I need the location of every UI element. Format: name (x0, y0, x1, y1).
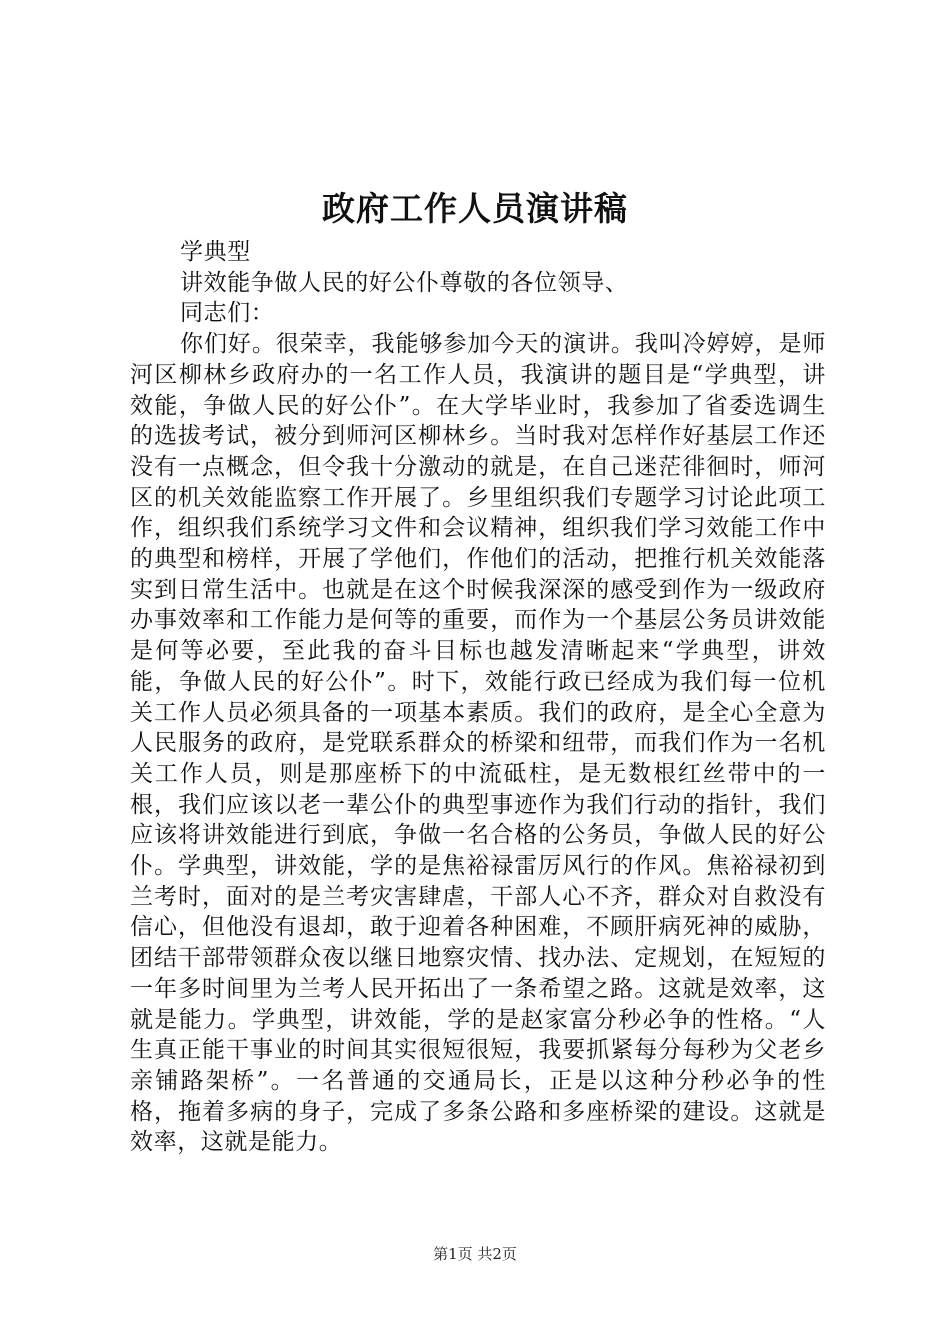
paragraph-2: 讲效能争做人民的好公仆尊敬的各位领导、 (180, 269, 629, 296)
document-body (130, 237, 826, 1158)
paragraph-1: 学典型 (180, 239, 251, 265)
document-title: 政府工作人员演讲稿 (322, 189, 628, 228)
page-number-footer: 第1页 共2页 (433, 1245, 517, 1263)
paragraph-4: 你们好。很荣幸，我能够参加今天的演讲。我叫冷婷婷，是师河区柳林乡政府办的一名工作人员，我演讲的题目是“学典型，讲效能，争做人民的好公仆”。在大学毕业时，我参加了省委选调生的选拔考试，被分到师河区柳林乡。当时我对怎样作好基层工作还没有一点概念，但令我十分激动的就是，在自己迷茫徘徊时，师河区的机关效能监察工作开展了。乡里组织我们专题学习讨论此项工作，组织我们系统学习文件和会议精神，组织我们学习效能工作中的典型和榜样，开展了学他们，作他们的活动，把推行机关效能落实到日常生活中。也就是在这个时候我深深的感受到作为一级政府办事效率和工作能力是何等的重要，而作为一个基层公务员讲效能是何等必要，至此我的奋斗目标也越发清晰起来“学典型，讲效能，争做人民的好公仆”。时下，效能行政已经成为我们每一位机关工作人员必须具备的一项基本素质。我们的政府，是全心全意为人民服务的政府，是党联系群众的桥梁和纽带，而我们作为一名机关工作人员，则是那座桥下的中流砥柱，是无数根红丝带中的一根，我们应该以老一辈公仆的典型事迹作为我们行动的指针，我们应该将讲效能进行到底，争做一名合格的公务员，争做人民的好公仆。学典型，讲效能，学的是焦裕禄雷厉风行的作风。焦裕禄初到兰考时，面对的是兰考灾害肆虐，干部人心不齐，群众对自救没有信心，但他没有退却，敢于迎着各种困难，不顾肝病死神的威胁，团结干部带领群众夜以继日地察灾情、找办法、定规划，在短短的一年多时间里为兰考人民开拓出了一条希望之路。这就是效率，这就是能力。学典型，讲效能，学的是赵家富分秒必争的性格。“人生真正能干事业的时间其实很短很短，我要抓紧每分每秒为父老乡亲铺路架桥”。一名普通的交通局长，正是以这种分秒必争的性格，拖着多病的身子，完成了多条公路和多座桥梁的建设。这就是效率，这就是能力。 (130, 331, 826, 1156)
paragraph-3: 同志们： (180, 300, 275, 327)
